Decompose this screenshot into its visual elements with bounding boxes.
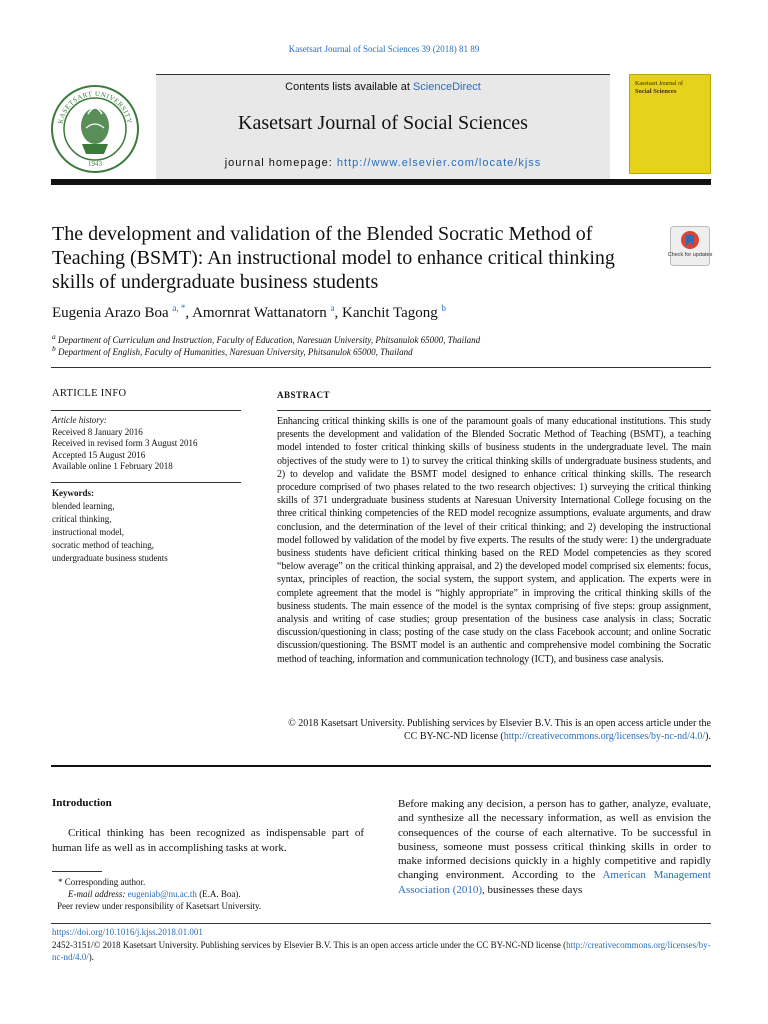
author-3 [342, 305, 446, 321]
history-received: Received 8 January 2016 [52, 426, 143, 437]
keywords [52, 487, 242, 565]
homepage-link[interactable]: http://www.elsevier.com/locate/kjss [336, 157, 542, 169]
seal-text: KASETSART UNIVERSITY [56, 89, 134, 125]
affil-mark: a [52, 332, 56, 341]
abstract-heading: ABSTRACT [277, 390, 331, 400]
abstract-end-divider [51, 765, 711, 767]
check-for-updates-badge[interactable] [667, 226, 713, 266]
keyword-item: blended learning, [52, 501, 115, 511]
affil-mark: b [52, 344, 56, 353]
cover-title-line1: Kasetsart Journal of [635, 81, 683, 87]
footnote-divider [52, 871, 102, 872]
history-accepted: Accepted 15 August 2016 [52, 449, 146, 460]
corresponding-note: * Corresponding author. [58, 877, 146, 887]
keyword-item: critical thinking, [52, 514, 112, 524]
sciencedirect-link[interactable]: ScienceDirect [412, 81, 481, 93]
keywords-divider [51, 482, 241, 483]
issn-text: 2452-3151/© 2018 Kasetsart University. Publishing services by Elsevier B.V. This is an open access article under the CC BY-NC-ND license ( [52, 940, 567, 950]
check-label: Check for updates [667, 252, 713, 258]
footer-license-link[interactable]: http://creativecommons.org/licenses/by-nc-nd/4.0/ [52, 940, 711, 962]
keyword-item: socratic method of teaching, [52, 540, 154, 550]
email-suffix: (E.A. Boa). [196, 889, 241, 899]
author-name: Kanchit Tagong [342, 305, 438, 321]
issn-end: ). [88, 952, 94, 962]
email-label: E-mail address: [68, 889, 128, 899]
peer-review-note: Peer review under responsibility of Kasetsart University. [57, 901, 262, 911]
abstract-divider [277, 410, 711, 411]
doi-link[interactable]: https://doi.org/10.1016/j.kjss.2018.01.001 [52, 927, 203, 937]
ama-citation-link[interactable]: American Management Association (2010) [398, 869, 711, 896]
article-title: The development and validation of the Blended Socratic Method of Teaching (BSMT): An instructional model to enhance critical thinking skills of undergraduate business students [52, 223, 615, 293]
contents-prefix: Contents lists available at [285, 81, 413, 93]
journal-homepage [156, 157, 610, 169]
introduction-heading: Introduction [52, 797, 112, 809]
author-affil-mark[interactable]: b [441, 303, 447, 313]
header-divider [51, 179, 711, 185]
info-divider [51, 410, 241, 411]
seal-year: 1943 [88, 160, 102, 168]
article-info-heading: ARTICLE INFO [52, 388, 127, 399]
homepage-prefix: journal homepage: [224, 157, 337, 169]
affiliation-b [52, 344, 692, 357]
license-link[interactable]: http://creativecommons.org/licenses/by-nc-nd/4.0/ [503, 731, 706, 743]
section-divider [51, 367, 711, 368]
history-revised: Received in revised form 3 August 2016 [52, 438, 198, 448]
journal-cover-thumbnail[interactable] [629, 74, 711, 174]
citation-header[interactable]: Kasetsart Journal of Social Sciences 39 (2018) 81 89 [288, 44, 480, 54]
copyright-end: ). [705, 731, 711, 743]
contents-line [156, 81, 610, 93]
history-label: Article history: [52, 415, 107, 425]
affil-text: Department of Curriculum and Instruction, Faculty of Education, Naresuan University, Phitsanulok 65000, Thailand [58, 335, 481, 345]
cover-title [635, 81, 683, 96]
email-note [52, 888, 372, 900]
col2-text-after: , businesses these days [482, 883, 583, 896]
journal-title: Kasetsart Journal of Social Sciences [238, 112, 528, 134]
footnotes [52, 876, 372, 912]
article-history [52, 415, 242, 473]
author-sep: , [185, 305, 193, 321]
author-sep: , [334, 305, 343, 321]
keyword-item: instructional model, [52, 527, 124, 537]
body-column-2 [398, 797, 711, 897]
introduction-paragraph: Critical thinking has been recognized as indispensable part of human life as well as in accomplishing tasks at work. [52, 827, 364, 854]
footer-divider [51, 923, 711, 924]
author-1 [52, 305, 192, 321]
copyright-text: © 2018 Kasetsart University. Publishing services by Elsevier B.V. This is an open access article under the CC BY-NC-ND license ( [288, 718, 711, 743]
university-seal-logo [50, 84, 140, 174]
author-name: Amornrat Wattanatorn [192, 305, 327, 321]
col2-text: Before making any decision, a person has to gather, analyze, evaluate, and synthesize all the necessary information, as well as envision the consequences of the course of each alternative. To be successful in business, someone must possess critical thinking skills in order to make informed decisions quickly in a highly competitive and rapidly changing environment. According to the [398, 798, 711, 882]
author-list [52, 303, 672, 322]
history-online: Available online 1 February 2018 [52, 461, 173, 471]
author-affil-mark[interactable]: a, * [172, 303, 186, 313]
affil-text: Department of English, Faculty of Humanities, Naresuan University, Phitsanulok 65000, Thailand [58, 347, 413, 357]
abstract-text: Enhancing critical thinking skills is one of the paramount goals of many educational institutions. This study presents the development and validation of the Blended Socratic Method of Teaching (BSMT), a teaching model intended to foster critical thinking skills of business students in the undergraduate level. The main objectives of the study were to 1) to survey the critical thinking skills of undergraduate business students, and 2) to develop and validate the BSMT model designed to enhance critical thinking skills. The research procedure comprised of two phases related to the two research objectives: 1) surveying the critical thinking skills of 371 undergraduate business students at Naresuan University International College focusing on the three critical thinking competencies of the RED model recognize assumptions, evaluate arguments, and draw conclusion, and the determination of the level of their critical thinking; and 2) developing the instructional model followed by validation of the model by five experts. The results of the study were: 1) the undergraduate business students have deficient critical thinking based on the RED Model competencies as they scored “below average” on the critical thinking appraisal, and 2) the developed model comprised six elements: focus, syntax, principles of reaction, the social system, the support system, and application. The experts were in complete agreement that the model is “highly appropriate” in improving the critical thinking skills of the business students. The main essence of the model is the syntax comprising of five steps: group assignment, analysis and writing of case studies; group presentation of the business case analysis in class; Socratic discussion/questioning in class; posting of the case study on the class Facebook account; and online Socratic discussion/questioning. The BSMT model is an authentic and comprehensive model combining the Socratic method of teaching, information and communication technology (ICT), and business case analysis. [277, 416, 711, 665]
author-affil-mark[interactable]: a [330, 303, 335, 313]
keywords-label: Keywords: [52, 488, 94, 498]
email-link[interactable]: eugeniab@nu.ac.th [127, 889, 197, 899]
issn-line [52, 939, 712, 963]
keyword-item: undergraduate business students [52, 553, 168, 563]
author-2 [192, 305, 342, 321]
abstract-copyright [277, 717, 711, 743]
author-name: Eugenia Arazo Boa [52, 305, 169, 321]
cover-title-line2: Social Sciences [635, 88, 677, 95]
